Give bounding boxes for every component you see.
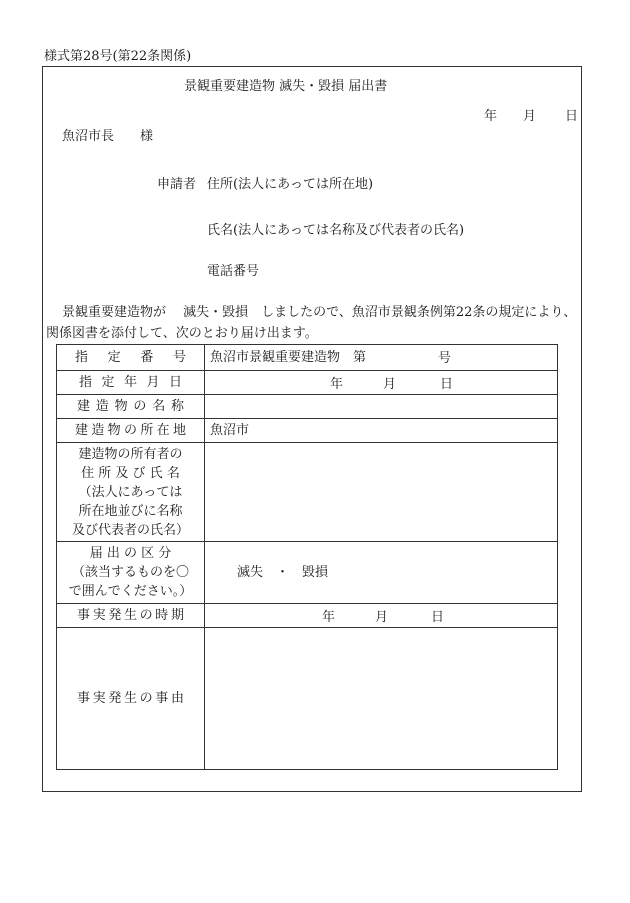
building-name-label <box>57 395 205 419</box>
label-char: 在 <box>156 422 170 438</box>
table-row-designation-no <box>57 345 558 371</box>
label-char: 地 <box>172 422 186 438</box>
designation-date-value <box>205 371 558 395</box>
label-line: （該当するものを〇 <box>71 565 189 580</box>
label-line: 住 所 及 び 氏 名 <box>81 465 180 481</box>
applicant-phone-field: 電話番号 <box>207 264 260 279</box>
label-char: 事 <box>77 607 91 623</box>
occurrence-reason-label-text <box>77 689 184 709</box>
label-char: 指 <box>79 374 93 390</box>
label-char: 名 <box>152 398 166 414</box>
date-year: 年 <box>484 109 498 124</box>
label-char: 由 <box>170 690 184 706</box>
label-char: 時 <box>155 607 169 623</box>
label-char: 番 <box>140 349 154 365</box>
label-char: 実 <box>92 690 106 706</box>
building-name-value[interactable] <box>205 395 558 419</box>
label-char: 生 <box>123 690 137 706</box>
applicant-address-field: 住所(法人にあっては所在地) <box>207 177 374 192</box>
table-row-designation-date <box>57 371 558 395</box>
label-char: 造 <box>95 398 109 414</box>
label-char: 発 <box>108 690 122 706</box>
label-char: 年 <box>123 374 137 390</box>
label-char: 事 <box>77 690 91 706</box>
label-char: 物 <box>107 422 121 438</box>
document-title: 景観重要建造物 滅失・毀損 届出書 <box>184 79 388 94</box>
designation-date-day: 日 <box>440 377 454 392</box>
label-char: 号 <box>172 349 186 365</box>
table-row-occurrence-reason <box>57 628 558 770</box>
applicant-name-field: 氏名(法人にあっては名称及び代表者の氏名) <box>207 223 465 238</box>
report-type-value: 滅失 ・ 毀損 <box>205 542 558 604</box>
label-char: 事 <box>155 690 169 706</box>
label-char: 実 <box>92 607 106 623</box>
designation-no-label <box>57 345 205 371</box>
label-line: 建造物の所有者の <box>78 446 183 462</box>
label-char: の <box>139 690 153 706</box>
date-month: 月 <box>523 109 537 124</box>
date-day: 日 <box>565 109 579 124</box>
applicant-label: 申請者 <box>157 177 197 192</box>
label-line: （法人にあっては <box>78 484 183 500</box>
label-char: 期 <box>170 607 184 623</box>
designation-no-prefix: 魚沼市景観重要建造物 第 <box>210 349 367 365</box>
table-row-owner <box>57 443 558 542</box>
location-label <box>57 419 205 443</box>
label-char: 指 <box>75 349 89 365</box>
occurrence-day: 日 <box>431 610 445 625</box>
label-char: 建 <box>75 422 89 438</box>
owner-value[interactable] <box>205 443 558 542</box>
label-char: 造 <box>91 422 105 438</box>
report-table <box>56 344 558 770</box>
location-label-text <box>75 421 186 441</box>
occurrence-reason-value[interactable] <box>205 628 558 770</box>
label-char: 物 <box>114 398 128 414</box>
table-row-occurrence-time <box>57 604 558 628</box>
label-char: 所 <box>140 422 154 438</box>
table-row-location <box>57 419 558 443</box>
label-char: 月 <box>146 374 160 390</box>
designation-date-label-text <box>79 373 182 393</box>
occurrence-reason-label <box>57 628 205 770</box>
label-char: 発 <box>108 607 122 623</box>
designation-no-value <box>205 345 558 371</box>
designation-date-label <box>57 371 205 395</box>
designation-date-year: 年 <box>330 377 344 392</box>
designation-no-suffix: 号 <box>438 351 452 366</box>
label-char: 称 <box>170 398 184 414</box>
label-line: で囲んでください。） <box>68 584 193 599</box>
owner-label <box>57 443 205 542</box>
table-row-building-name <box>57 395 558 419</box>
occurrence-year: 年 <box>322 610 336 625</box>
body-text-line-2: 関係図書を添付して、次のとおり届け出ます。 <box>46 326 318 341</box>
report-type-label <box>57 542 205 604</box>
building-name-label-text <box>77 397 184 417</box>
label-char: 日 <box>168 374 182 390</box>
label-char: 定 <box>101 374 115 390</box>
label-line: 及び代表者の氏名） <box>71 522 189 538</box>
occurrence-time-value <box>205 604 558 628</box>
designation-no-label-text <box>75 348 186 368</box>
label-char: の <box>133 398 147 414</box>
occurrence-time-label-text <box>77 606 184 626</box>
addressee: 魚沼市長 様 <box>62 129 154 144</box>
form-number: 様式第28号(第22条関係) <box>44 49 192 64</box>
occurrence-month: 月 <box>375 610 389 625</box>
occurrence-time-label <box>57 604 205 628</box>
label-char: 建 <box>77 398 91 414</box>
label-line: 届 出 の 区 分 <box>89 546 172 561</box>
label-char: の <box>139 607 153 623</box>
location-value[interactable]: 魚沼市 <box>205 419 558 443</box>
body-text-line-1: 景観重要建造物が 滅失・毀損 しましたので、魚沼市景観条例第22条の規定により、 <box>62 305 577 320</box>
designation-date-month: 月 <box>383 377 397 392</box>
label-char: の <box>123 422 137 438</box>
label-line: 所在地並びに名称 <box>78 503 183 519</box>
table-row-report-type <box>57 542 558 604</box>
label-char: 生 <box>123 607 137 623</box>
label-char: 定 <box>107 349 121 365</box>
